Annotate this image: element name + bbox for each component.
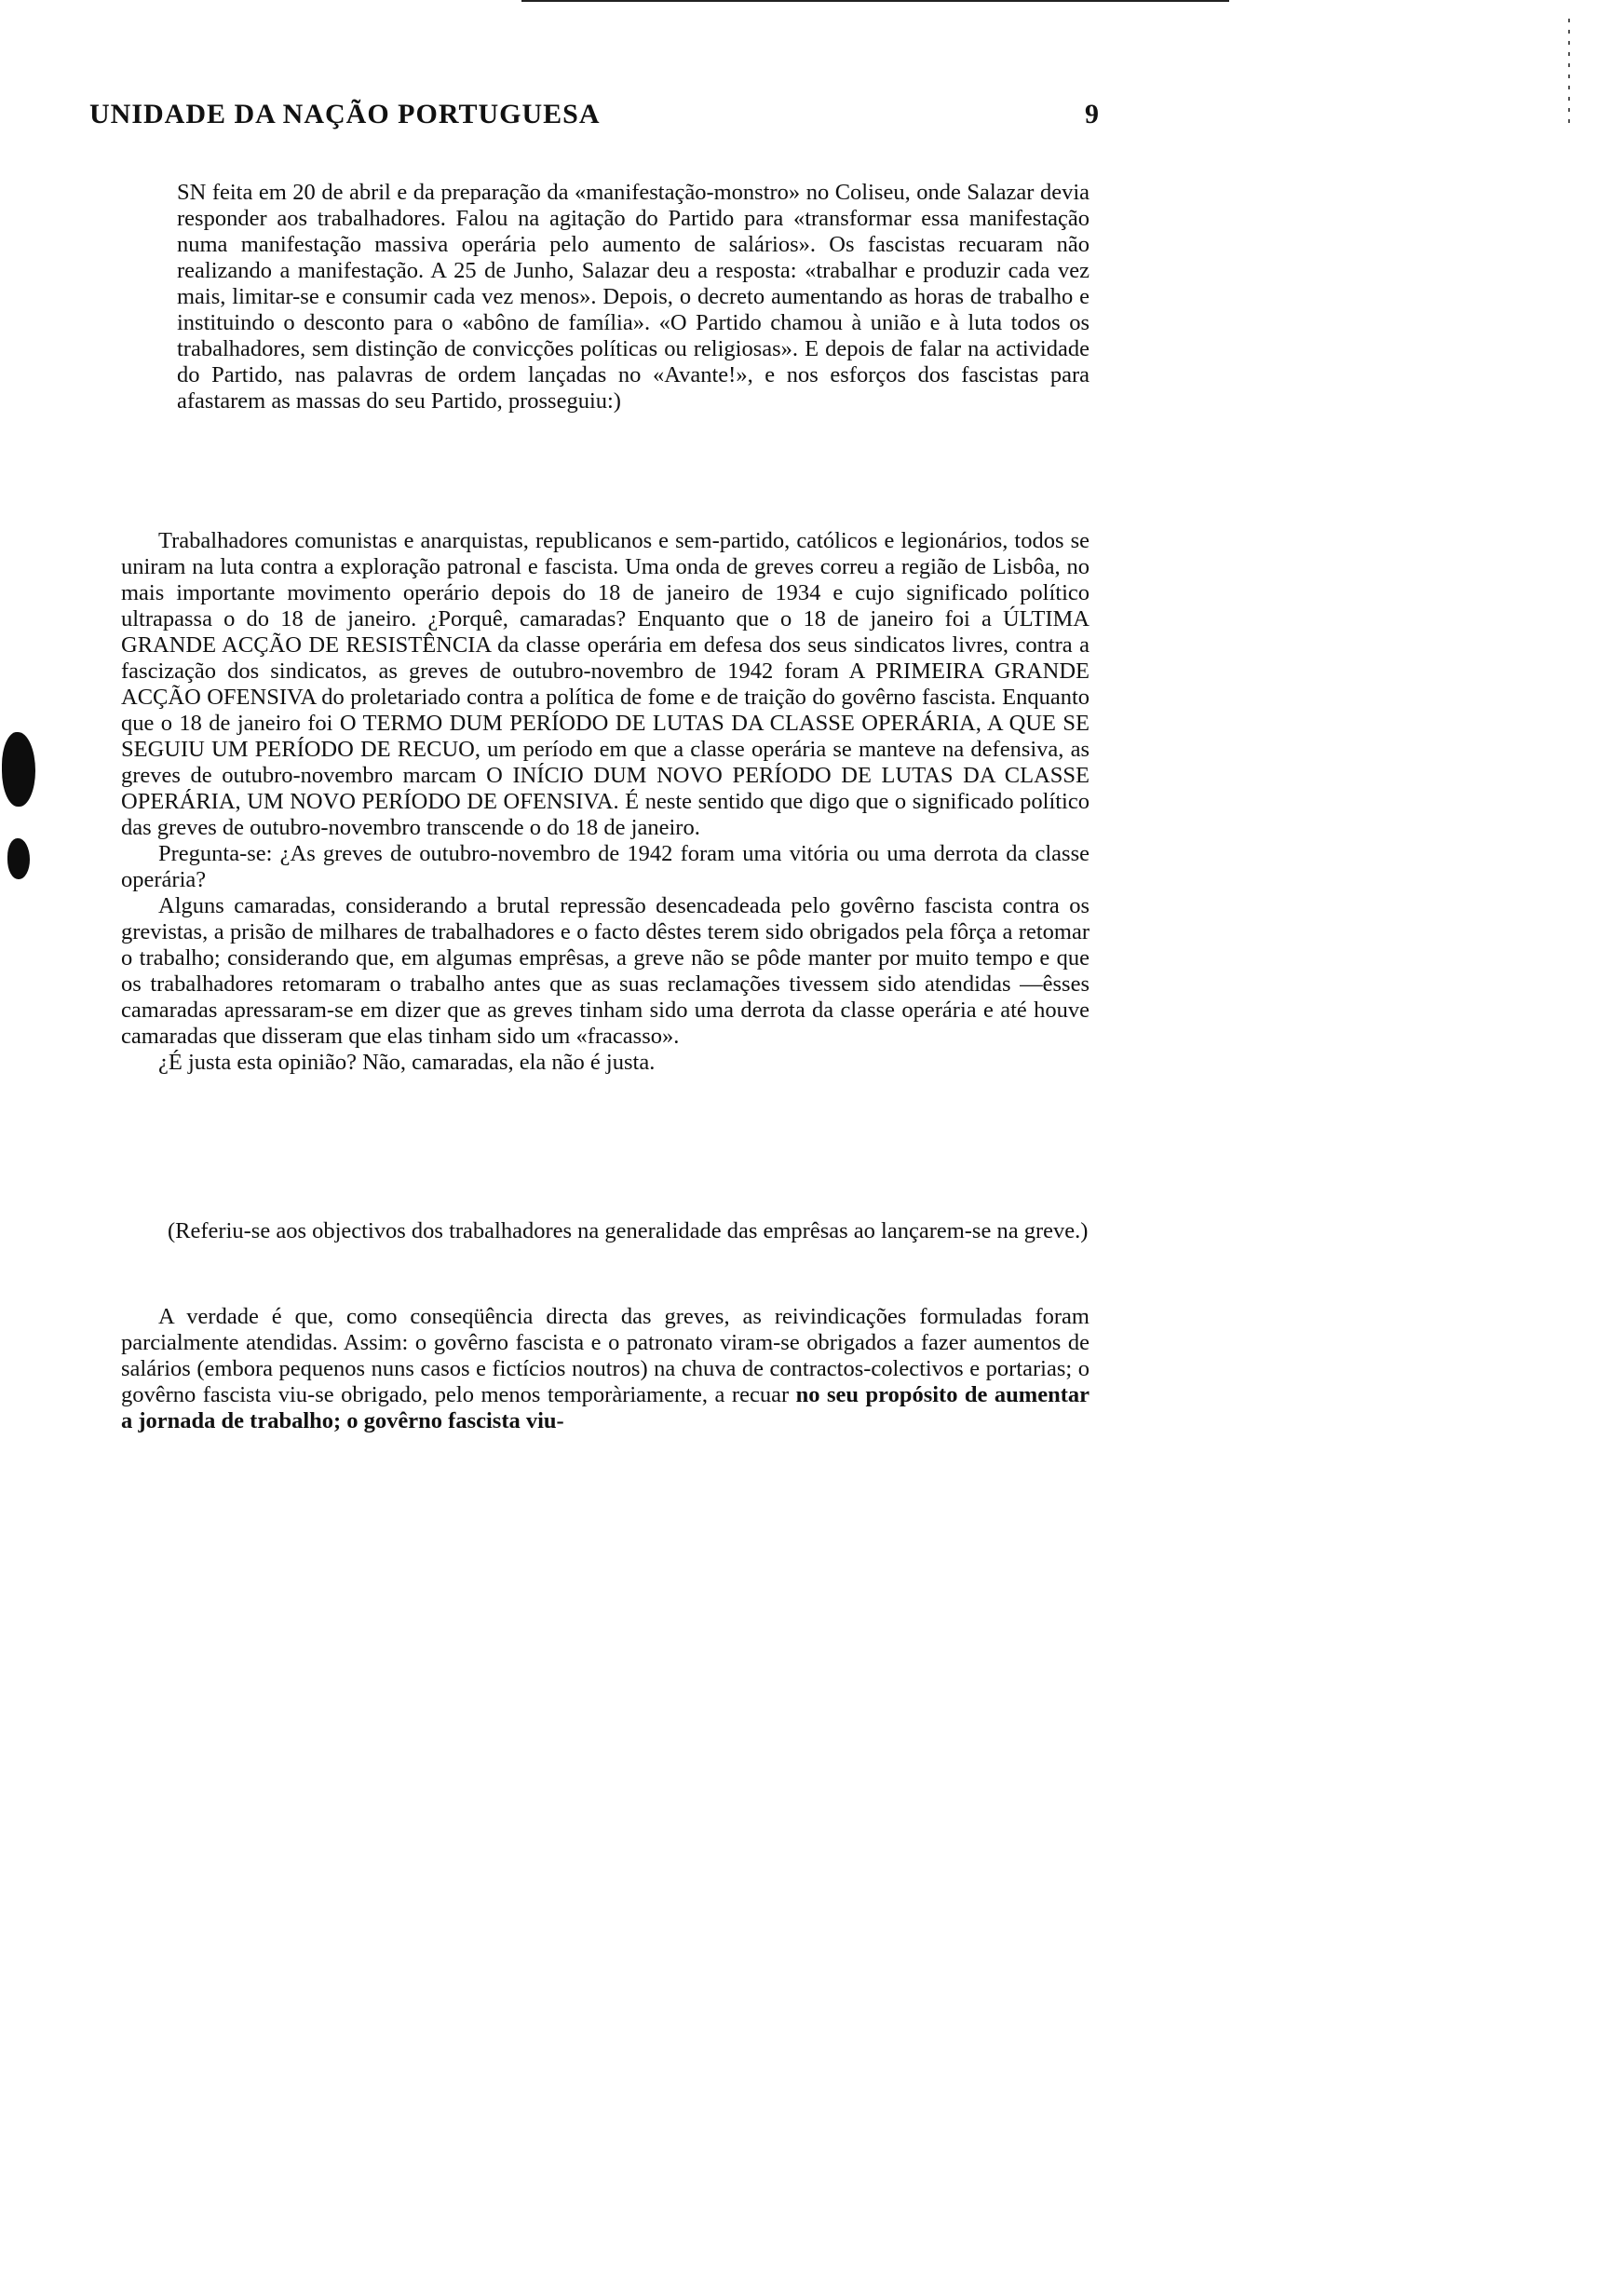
body-paragraph: Pregunta-se: ¿As greves de outubro-novembro de 1942 foram uma vitória ou uma derrota da classe operária? [121,841,1089,892]
aside-block [121,1218,1089,1244]
aside-paragraph: (Referiu-se aos objectivos dos trabalhadores na generalidade das emprêsas ao lançarem-se na greve.) [168,1218,1089,1243]
closing-paragraph [121,1304,1089,1434]
edge-marks [1568,19,1570,130]
ink-blot [2,732,35,807]
main-block [121,528,1089,1076]
running-head: UNIDADE DA NAÇÃO PORTUGUESA [89,99,601,129]
body-paragraph: Trabalhadores comunistas e anarquistas, republicanos e sem-partido, católicos e legionários, todos se uniram na luta contra a exploração patronal e fascista. Uma onda de greves correu a região de Lisbôa, no mais importante movimento operário depois do 18 de janeiro de 1934 e cujo significado político ultrapassa o do 18 de janeiro. ¿Porquê, camaradas? Enquanto que o 18 de janeiro foi a ÚLTIMA GRANDE ACÇÃO DE RESISTÊNCIA da classe operária em defesa dos seus sindicatos livres, contra a fascização dos sindicatos, as greves de outubro-novembro de 1942 foram A PRIMEIRA GRANDE ACÇÃO OFENSIVA do proletariado contra a política de fome e de traição do govêrno fascista. Enquanto que o 18 de janeiro foi O TERMO DUM PERÍODO DE LUTAS DA CLASSE OPERÁRIA, A QUE SE SEGUIU UM PERÍODO DE RECUO, um período em que a classe operária se manteve na defensiva, as greves de outubro-novembro marcam O INÍCIO DUM NOVO PERÍODO DE LUTAS DA CLASSE OPERÁRIA, UM NOVO PERÍODO DE OFENSIVA. É neste sentido que digo que o significado político das greves de outubro-novembro transcende o do 18 de janeiro. [121,528,1089,840]
top-rule [521,0,1229,2]
page-header [89,99,1099,136]
intro-block [121,180,1089,414]
intro-paragraph: SN feita em 20 de abril e da preparação da «manifestação-monstro» no Coliseu, onde Salazar devia responder aos trabalhadores. Falou na agitação do Partido para «transformar essa manifestação numa manifestação massiva operária pelo aumento de salários». Os fascistas recuaram não realizando a manifestação. A 25 de Junho, Salazar deu a resposta: «trabalhar e produzir cada vez mais, limitar-se e consumir cada vez menos». Depois, o decreto aumentando as horas de trabalho e instituindo o desconto para o «abôno de família». «O Partido chamou à união e à luta todos os trabalhadores, sem distinção de convicções políticas ou religiosas». E depois de falar na actividade do Partido, nas palavras de ordem lançadas no «Avante!», e nos esforços dos fascistas para afastarem as massas do seu Partido, prosseguiu:) [177,180,1089,414]
closing-text: A verdade é que, como conseqüência directa das greves, as reivindicações formuladas foram parcialmente atendidas. Assim: o govêrno fascista e o patronato viram-se obrigados a fazer aumentos de salários (embora pequenos nuns casos e fictícios noutros) na chuva de contractos-colectivos e portarias; o govêrno fascista viu-se obrigado, pelo menos temporàriamente, a recuar [121,1304,1089,1407]
closing-last-line: no seu propósito de aumentar a jornada de trabalho; o govêrno fascista viu- [121,1382,1089,1433]
ink-blot [7,838,30,879]
closing-block [121,1304,1089,1434]
body-paragraph: Alguns camaradas, considerando a brutal repressão desencadeada pelo govêrno fascista contra os grevistas, a prisão de milhares de trabalhadores e o facto dêstes terem sido obrigados pela fôrça a retomar o trabalho; considerando que, em algumas emprêsas, a greve não se pôde manter por muito tempo e que os trabalhadores retomaram o trabalho antes que as suas reclamações tivessem sido atendidas —êsses camaradas apressaram-se em dizer que as greves tinham sido uma derrota da classe operária e até houve camaradas que disseram que elas tinham sido um «fracasso». [121,893,1089,1049]
body-paragraph: ¿É justa esta opinião? Não, camaradas, ela não é justa. [158,1050,656,1075]
page-number: 9 [1085,99,1099,129]
